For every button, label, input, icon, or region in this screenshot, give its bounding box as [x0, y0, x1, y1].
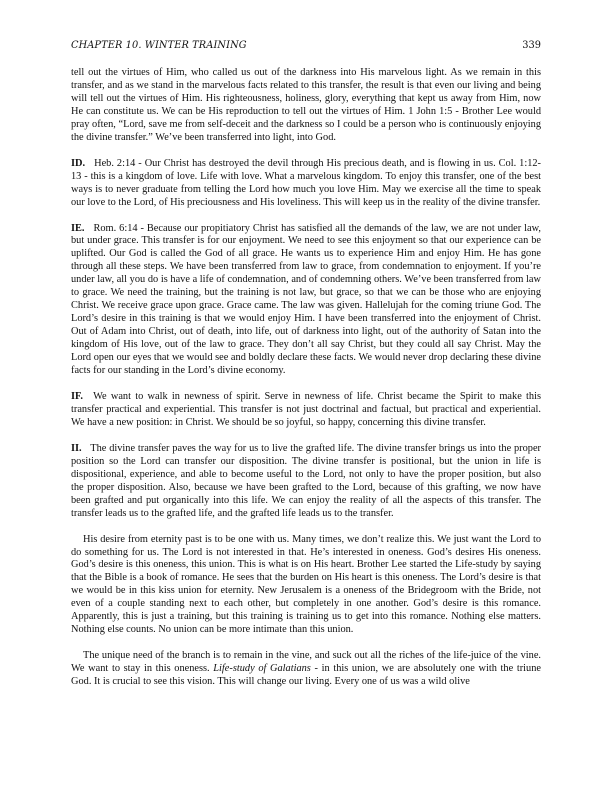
section-label: IF. — [71, 390, 83, 402]
paragraph-text: tell out the virtues of Him, who called us out of the darkness into His marvelous light. As we remain in this transfer, and as we stand in the marvelous facts related to this transfer, the result is that even our living and being will tell out the virtues of Him. His righteousness, holiness, glory, everything that kept us away from Him, now He can constitute us. We can be His reproduction to tell out the virtues of Him. 1 John 1:5 - Brother Lee would pray often, “Lord, save me from self-deceit and the darkness so I could be a person who is continuously enjoying the divine transfer.” We’ve been transferred into light, into God. — [71, 67, 541, 143]
paragraph-text: We want to walk in newness of spirit. Serve in newness of life. Christ became the Spirit to make this transfer practical and experiential. This transfer is not just doctrinal and factual, but practical and experiential. We have a new position: in Christ. We should be so joyful, so happy, concerning this divine transfer. — [71, 390, 541, 428]
paragraph-text: The unique need of the branch is to remain in the vine, and suck out all the riches of the life-juice of the vine. We want to stay in this oneness. — [71, 650, 541, 675]
section-label: ID. — [71, 157, 86, 169]
book-title-italic: Life-study of Galatians — [213, 663, 311, 675]
paragraph-ii — [71, 443, 541, 521]
running-header — [71, 40, 541, 51]
paragraph-continued — [71, 67, 541, 145]
paragraph-text: His desire from eternity past is to be one with us. Many times, we don’t realize this. We just want the Lord to do something for us. The Lord is not interested in that. He’s interested in oneness. God’s desires His oneness. God’s desire is this oneness, this union. This is what is on His heart. Brother Lee started the Life-study by saying that the Bible is a book of romance. He sees that the burden on His heart is this oneness. The Lord’s desire is that we would be in this kiss union for eternity. New Jerusalem is a oneness of the Bridegroom with the Bride, not even of a couple standing next to each other, but completely in one another. God’s desire is this romance. Apparently, this is just a training, but this training is training us to get into this romance. Nothing else matters. Nothing else counts. No union can be more intimate than this union. — [71, 533, 541, 636]
section-label: IE. — [71, 222, 85, 234]
paragraph-text: Heb. 2:14 - Our Christ has destroyed the devil through His precious death, and is flowing in us. Col. 1:12-13 - this is a kingdom of love. Life with love. What a marvelous kingdom. To enjoy this transfer, one of the best ways is to never graduate from telling the Lord how much you love Him. May we exercise all the time to speak our love to the Lord, of His preciousness and His loveliness. This will keep us in the reality of the divine transfer. — [71, 157, 541, 208]
paragraph-if — [71, 391, 541, 430]
paragraph-branch — [71, 650, 541, 689]
paragraph-text: The divine transfer paves the way for us to live the grafted life. The divine transfer brings us into the proper position so the Lord can transfer our disposition. The divine transfer is positional, but the union in life is dispositional, experience, and able to become useful to the Lord, not only to have the proper position, but also the proper disposition. Also, because we have been grafted to the Lord, because of this grafting, we now have been grafted and put organically into this life. We can enjoy the reality of all the aspects of this transfer. The transfer leads us to the grafted life, and the grafted life leads us to the transfer. — [71, 442, 541, 519]
paragraph-ie — [71, 223, 541, 378]
page-number: 339 — [522, 40, 541, 51]
paragraph-id — [71, 158, 541, 210]
page-body — [71, 67, 541, 702]
paragraph-text: - in this union, we are absolutely one with the triune God. It is crucial to see this vision. This will change our living. Every one of us was a wild olive — [71, 663, 541, 688]
paragraph-desire — [71, 534, 541, 638]
section-label: II. — [71, 442, 82, 454]
chapter-title: CHAPTER 10. WINTER TRAINING — [71, 40, 247, 51]
paragraph-text: Rom. 6:14 - Because our propitiatory Christ has satisfied all the demands of the law, we are not under law, but under grace. This transfer is for our enjoyment. We need to see this enjoyment so that our experience can be uplifted. Our God is called the God of all grace. He wants us to experience Him and enjoy Him. He has gone through all these steps. We have been transferred from law to grace, from condemnation to enjoyment. If you’re under law, all you do is have a life of condemnation, and of condemning others. We’ve been transferred from law to grace. We need the training, but the training is not law, but grace, so that we can be those who are enjoying Christ. We receive grace upon grace. Grace came. The law was given. Hallelujah for the coming triune God. The Lord’s desire in this training is that we would enjoy Him. I have been transferred into the enjoyment of Christ. Out of Adam into Christ, out of death, into life, out of darkness into light, out of the authority of Satan into the kingdom of His love, out of the law to grace. They don’t all say Christ, but they could all say Christ. May the Lord open our eyes that we would see and boldly declare these facts. We would never drop declaring these divine facts for our standing in the Lord’s divine economy. — [71, 222, 542, 377]
